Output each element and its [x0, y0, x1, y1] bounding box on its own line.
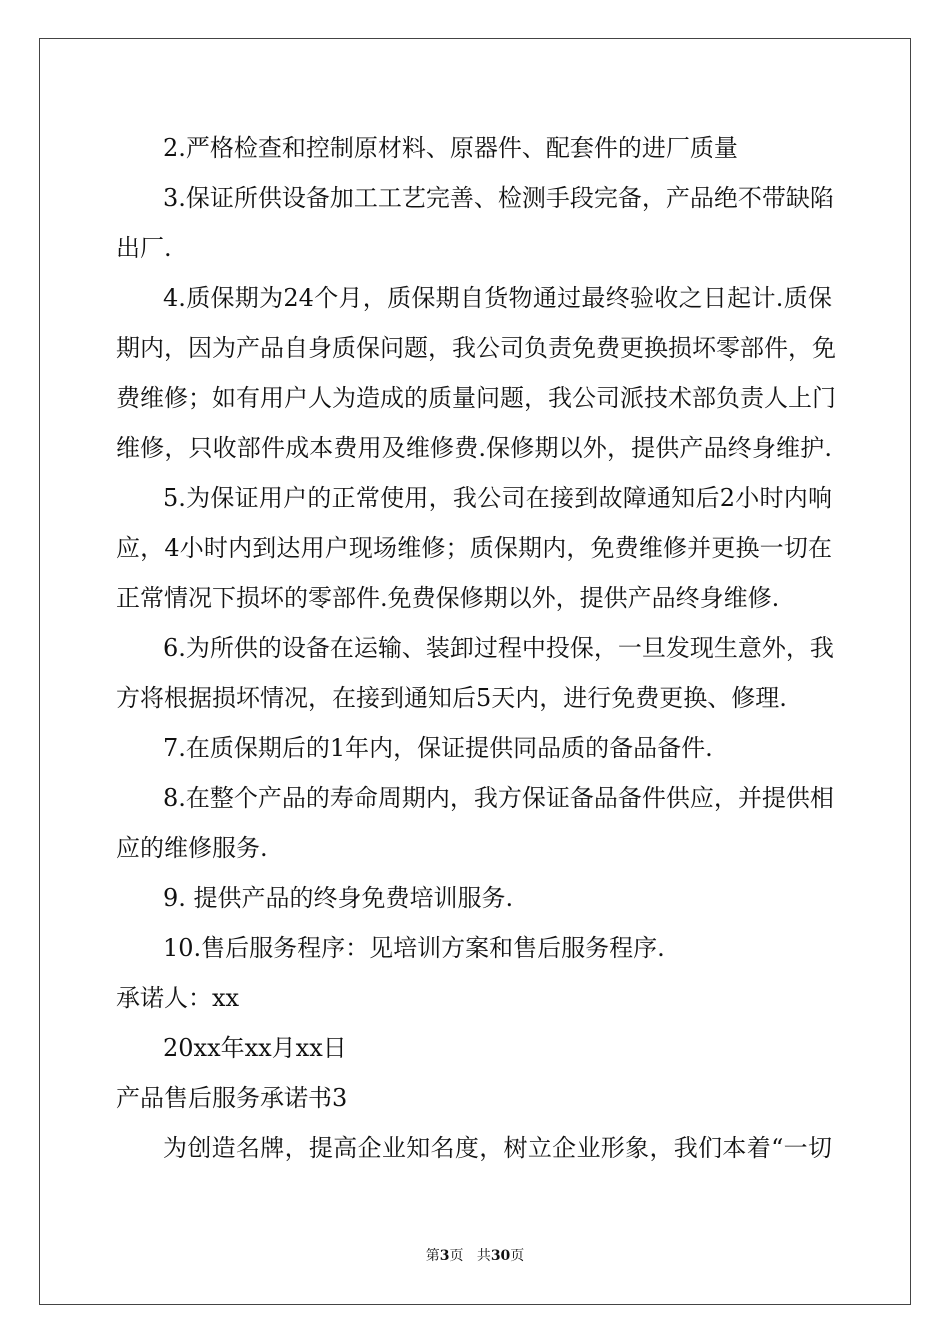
paragraph-line: 4.质保期为24个月，质保期自货物通过最终验收之日起计.质保 — [163, 284, 832, 312]
paragraph-line: 出厂. — [116, 234, 172, 262]
paragraph-line: 5.为保证用户的正常使用，我公司在接到故障通知后2小时内响 — [163, 484, 832, 512]
page-frame — [39, 38, 911, 1305]
paragraph-line: 方将根据损坏情况，在接到通知后5天内，进行免费更换、修理. — [116, 684, 787, 712]
page-unit: 页 — [449, 1248, 464, 1264]
paragraph-line: 期内，因为产品自身质保问题，我公司负责免费更换损坏零部件，免 — [116, 334, 836, 362]
paragraph-line: 9. 提供产品的终身免费培训服务. — [163, 884, 514, 912]
paragraph-line: 应，4小时内到达用户现场维修；质保期内，免费维修并更换一切在 — [116, 534, 832, 562]
paragraph-line: 应的维修服务. — [116, 834, 268, 862]
section-heading: 产品售后服务承诺书3 — [116, 1084, 348, 1112]
paragraph-line: 10.售后服务程序：见培训方案和售后服务程序. — [163, 934, 665, 962]
paragraph-line: 为创造名牌，提高企业知名度，树立企业形象，我们本着“一切 — [163, 1134, 832, 1162]
total-unit: 页 — [510, 1248, 525, 1264]
page-footer — [0, 1247, 950, 1265]
page-prefix: 第 — [425, 1248, 440, 1264]
paragraph-line: 费维修；如有用户人为造成的质量问题，我公司派技术部负责人上门 — [116, 384, 836, 412]
page-total: 30 — [490, 1248, 511, 1264]
paragraph-line: 8.在整个产品的寿命周期内，我方保证备品备件供应，并提供相 — [163, 784, 834, 812]
paragraph-line: 维修，只收部件成本费用及维修费.保修期以外，提供产品终身维护. — [116, 434, 832, 462]
page-current: 3 — [439, 1248, 450, 1264]
paragraph-line: 2.严格检查和控制原材料、原器件、配套件的进厂质量 — [163, 134, 738, 162]
signatory-line: 承诺人：xx — [116, 984, 240, 1012]
paragraph-line: 正常情况下损坏的零部件.免费保修期以外，提供产品终身维修. — [116, 584, 780, 612]
paragraph-line: 6.为所供的设备在运输、装卸过程中投保，一旦发现生意外，我 — [163, 634, 834, 662]
date-line: 20xx年xx月xx日 — [163, 1034, 347, 1062]
total-prefix: 共 — [476, 1248, 491, 1264]
paragraph-line: 7.在质保期后的1年内，保证提供同品质的备品备件. — [163, 734, 713, 762]
paragraph-line: 3.保证所供设备加工工艺完善、检测手段完备，产品绝不带缺陷 — [163, 184, 834, 212]
